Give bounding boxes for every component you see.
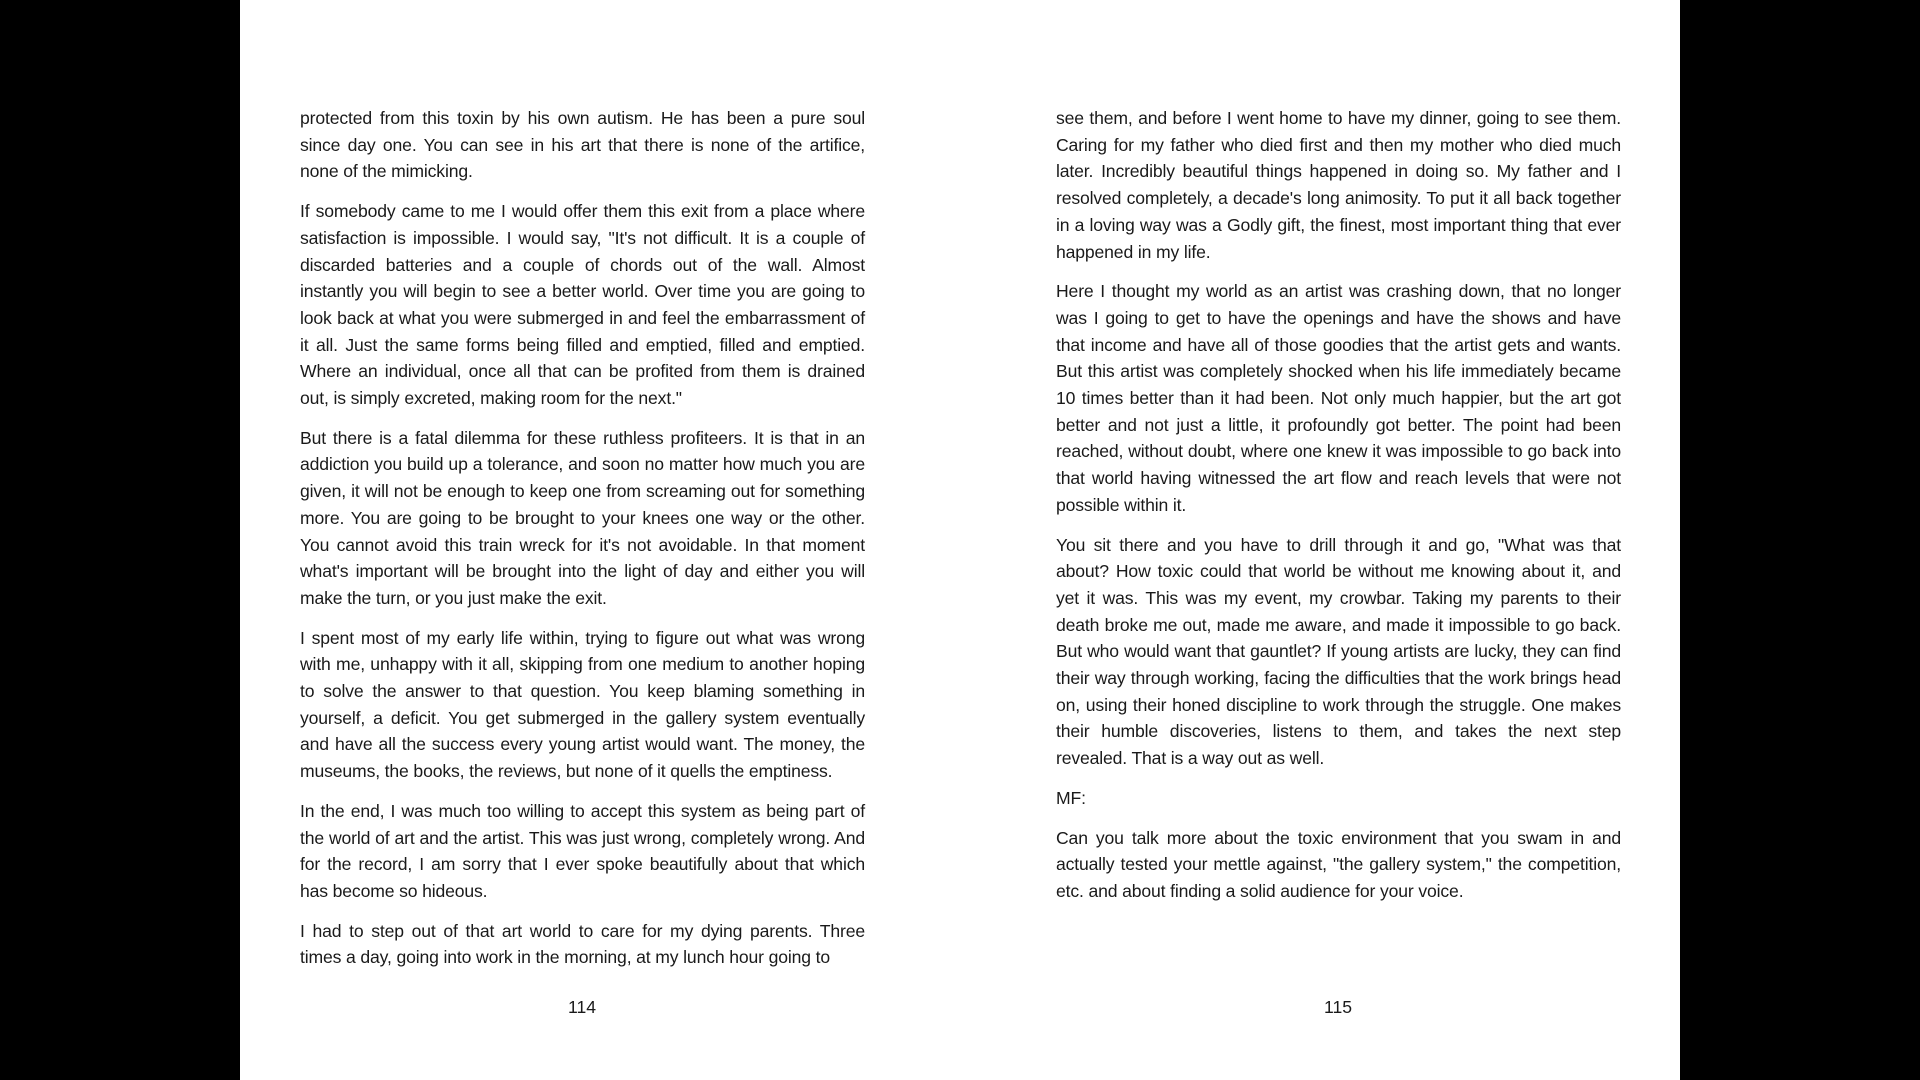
left-paragraph-3: But there is a fatal dilemma for these ruthless profiteers. It is that in an addiction you build up a tolerance, and soon no matter how much you are given, it will not be enough to keep one from screaming out for something more. You are going to be brought to your knees one way or the other. You cannot avoid this train wreck for it's not avoidable. In that moment what's important will be brought into the light of day and either you will make the turn, or you just make the exit.: [300, 427, 865, 608]
left-paragraph-4: I spent most of my early life within, trying to figure out what was wrong with me, unhappy with it all, skipping from one medium to another hoping to solve the answer to that question. You keep blaming something in yourself, a deficit. You get submerged in the gallery system eventually and have all the success every young artist would want. The money, the museums, the books, the reviews, but none of it quells the emptiness.: [300, 627, 865, 782]
right-paragraph-1: see them, and before I went home to have my dinner, going to see them. Caring for my father who died first and then my mother who died much later. Incredibly beautiful things happened in doing so. My father and I resolved completely, a decade's long animosity. To put it all back together in a loving way was a Godly gift, the finest, most important thing that ever happened in my life.: [1056, 108, 1621, 262]
left-page: [300, 105, 865, 1025]
left-paragraph-6: I had to step out of that art world to care for my dying parents. Three times a day, going into work in the morning, at my lunch hour going to: [300, 920, 865, 968]
left-paragraph-2: If somebody came to me I would offer them this exit from a place where satisfaction is impossible. I would say, "It's not difficult. It is a couple of discarded batteries and a couple of chords out of the wall. Almost instantly you will begin to see a better world. Over time you are going to look back at what you were submerged in and feel the embarrassment of it all. Just the same forms being filled and emptied, filled and emptied. Where an individual, once all that can be profited from them is drained out, is simply excreted, making room for the next.": [300, 201, 865, 409]
left-paragraph-5: In the end, I was much too willing to accept this system as being part of the world of art and the artist. This was just wrong, completely wrong. And for the record, I am sorry that I ever spoke beautifully about that which has become so hideous.: [300, 800, 865, 901]
left-paragraph-1: protected from this toxin by his own autism. He has been a pure soul since day one. You can see in his art that there is none of the artifice, none of the mimicking.: [300, 108, 865, 182]
right-page-number: 115: [1323, 997, 1353, 1017]
book-spread: [240, 0, 1680, 1080]
right-paragraph-5: Can you talk more about the toxic environment that you swam in and actually tested your mettle against, "the gallery system," the competition, etc. and about finding a solid audience for your voice.: [1056, 827, 1621, 901]
speaker-label: MF:: [1056, 787, 1086, 808]
right-paragraph-3: You sit there and you have to drill through it and go, "What was that about? How toxic could that world be without me knowing about it, and yet it was. This was my event, my crowbar. Taking my parents to their death broke me out, made me aware, and made it impossible to go back. But who would want that gauntlet? If young artists are lucky, they can find their way through working, facing the difficulties that the work brings head on, using their honed discipline to work through the struggle. One makes their humble discoveries, listens to them, and takes the next step revealed. That is a way out as well.: [1056, 534, 1621, 769]
left-page-number: 114: [567, 997, 597, 1017]
right-page: [1056, 105, 1621, 1025]
right-paragraph-2: Here I thought my world as an artist was crashing down, that no longer was I going to get to have the openings and have the shows and have that income and have all of those goodies that the artist gets and wants. But this artist was completely shocked when his life immediately became 10 times better than it had been. Not only much happier, but the art got better and not just a little, it profoundly got better. The point had been reached, without doubt, where one knew it was impossible to go back into that world having witnessed the art flow and reach levels that were not possible within it.: [1056, 281, 1621, 515]
